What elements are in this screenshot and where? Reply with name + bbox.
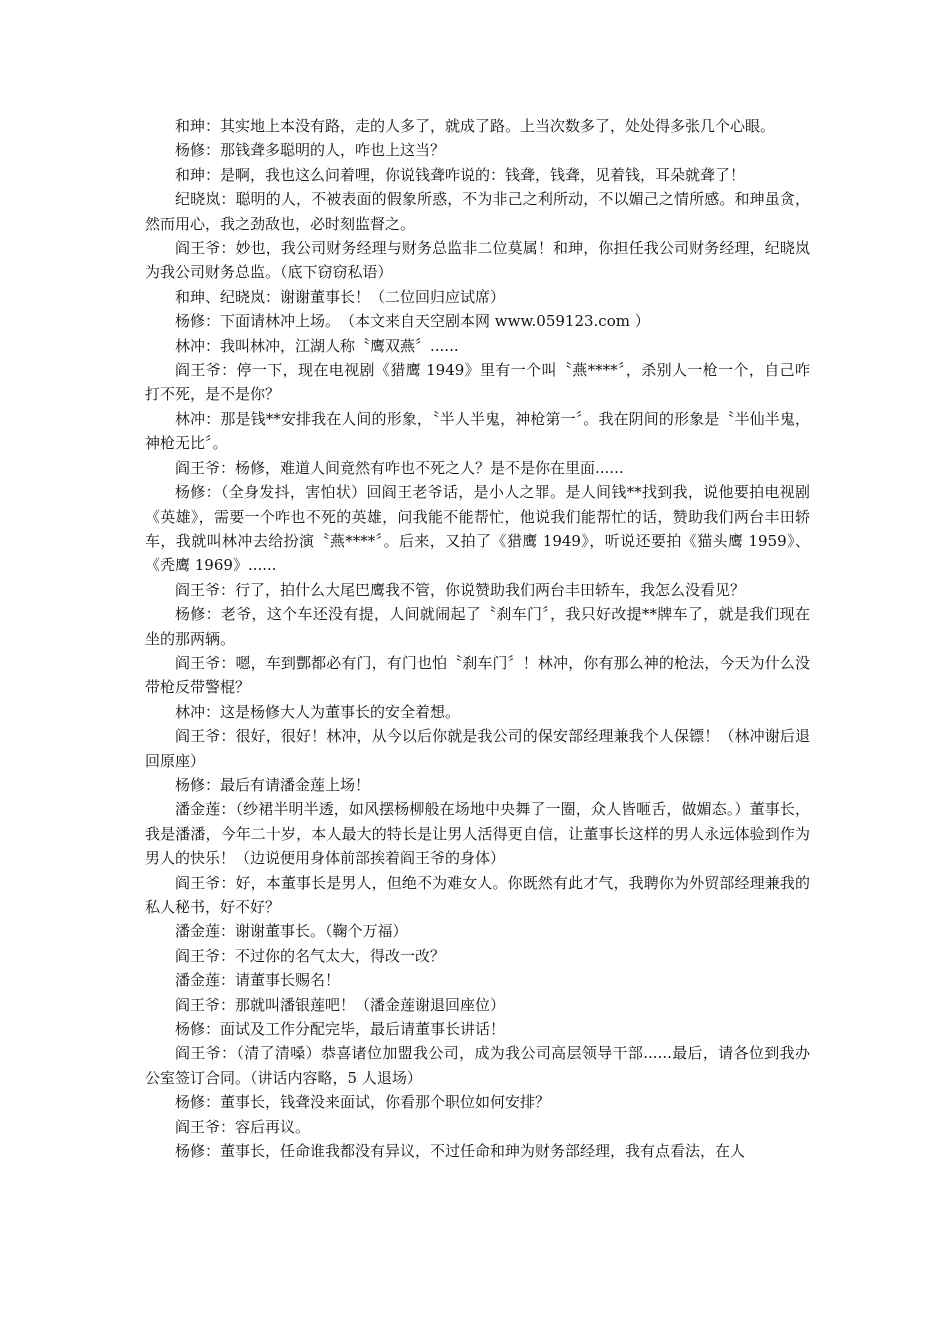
paragraph: 阎王爷：很好，很好！林冲，从今以后你就是我公司的保安部经理兼我个人保镖！（林冲谢后退回原座） bbox=[145, 727, 810, 770]
paragraph: 阎王爷：杨修，难道人间竟然有咋也不死之人？是不是你在里面...... bbox=[175, 458, 624, 477]
paragraph: 阎王爷：（清了清嗓）恭喜诸位加盟我公司，成为我公司高层领导干部......最后，请各位到我办公室签订合同。（讲话内容略，5 人退场） bbox=[145, 1044, 810, 1087]
paragraph: 和珅、纪晓岚：谢谢董事长！（二位回归应试席） bbox=[175, 287, 506, 306]
paragraph: 潘金莲：（纱裙半明半透，如风摆杨柳般在场地中央舞了一圈，众人皆咂舌，做媚态。）董事长，我是潘潘，今年二十岁，本人最大的特长是让男人活得更自信，让董事长这样的男人永远体验到作为男人的快乐！（边说便用身体前部挨着阎王爷的身体） bbox=[145, 800, 810, 868]
paragraph: 潘金莲：谢谢董事长。（鞠个万福） bbox=[175, 922, 408, 941]
paragraph: 杨修：董事长，钱聋没来面试，你看那个职位如何安排？ bbox=[175, 1093, 551, 1112]
paragraph: 杨修：（全身发抖，害怕状）回阎王老爷话，是小人之罪。是人间钱**找到我，说他要拍电视剧《英雄》，需要一个咋也不死的英雄，问我能不能帮忙，他说我们能帮忙的话，赞助我们两台丰田轿车，我就叫林冲去给扮演〝燕****〞。后来，又拍了《猎鹰 1949》，听说还要拍《猫头鹰 1959》、《秃鹰 1969》...... bbox=[145, 483, 810, 575]
paragraph: 潘金莲：请董事长赐名！ bbox=[175, 971, 341, 990]
paragraph: 阎王爷：嗯，车到酆都必有门，有门也怕〝刹车门〞！林冲，你有那么神的枪法，今天为什么没带枪反带警棍？ bbox=[145, 653, 810, 697]
paragraph: 阎王爷：停一下，现在电视剧《猎鹰 1949》里有一个叫〝燕****〞，杀别人一枪一个，自己咋打不死，是不是你？ bbox=[145, 361, 810, 404]
paragraph: 阎王爷：容后再议。 bbox=[175, 1117, 311, 1136]
paragraph: 杨修：董事长，任命谁我都没有异议，不过任命和珅为财务部经理，我有点看法，在人 bbox=[175, 1142, 746, 1161]
paragraph: 和珅：其实地上本没有路，走的人多了，就成了路。上当次数多了，处处得多张几个心眼。 bbox=[175, 117, 776, 135]
paragraph: 林冲：我叫林冲，江湖人称〝鹰双燕〞...... bbox=[175, 336, 459, 355]
paragraph: 杨修：老爷，这个车还没有提，人间就闹起了〝刹车门〞，我只好改提**牌车了，就是我们现在坐的那两辆。 bbox=[145, 605, 810, 648]
paragraph: 阎王爷：不过你的名气太大，得改一改？ bbox=[175, 946, 446, 965]
paragraph: 阎王爷：行了，拍什么大尾巴鹰我不管，你说赞助我们两台丰田轿车，我怎么没看见？ bbox=[175, 580, 746, 599]
paragraph: 阎王爷：妙也，我公司财务经理与财务总监非二位莫属！和珅，你担任我公司财务经理，纪晓岚为我公司财务总监。（底下窃窃私语） bbox=[145, 239, 810, 282]
paragraph: 杨修：下面请林冲上场。 （本文来自天空剧本网 www.059123.com ） bbox=[175, 312, 650, 331]
paragraph: 杨修：那钱聋多聪明的人，咋也上这当？ bbox=[175, 141, 446, 160]
paragraph: 和珅：是啊，我也这么问着哩，你说钱聋咋说的：钱聋，钱聋，见着钱，耳朵就聋了！ bbox=[175, 165, 746, 184]
paragraph: 杨修：最后有请潘金莲上场！ bbox=[175, 775, 371, 794]
paragraph: 林冲：那是钱**安排我在人间的形象，〝半人半鬼，神枪第一〞。我在阴间的形象是〝半仙半鬼，神枪无比〞。 bbox=[145, 409, 810, 453]
paragraph: 阎王爷：好，本董事长是男人，但绝不为难女人。你既然有此才气，我聘你为外贸部经理兼我的私人秘书，好不好？ bbox=[145, 873, 810, 916]
paragraph: 纪晓岚：聪明的人，不被表面的假象所惑，不为非己之利所动，不以媚己之情所感。和珅虽贪，然而用心，我之劲敌也，必时刻监督之。 bbox=[145, 190, 810, 233]
paragraph: 杨修：面试及工作分配完毕，最后请董事长讲话！ bbox=[175, 1020, 506, 1039]
paragraph: 林冲：这是杨修大人为董事长的安全着想。 bbox=[175, 702, 461, 721]
document-body bbox=[145, 114, 810, 1163]
paragraph: 阎王爷：那就叫潘银莲吧！（潘金莲谢退回座位） bbox=[175, 995, 506, 1014]
